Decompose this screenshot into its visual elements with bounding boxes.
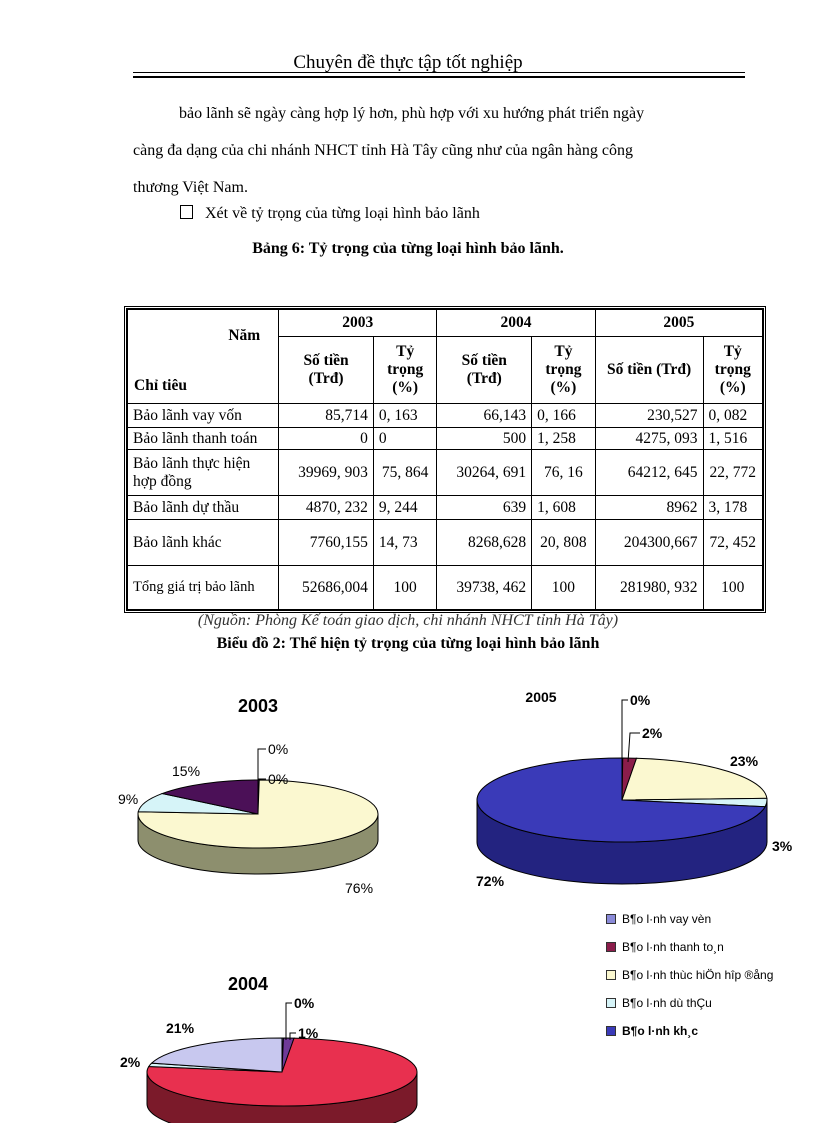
corner-header-cell	[128, 310, 279, 404]
label-2005-thanh-toan: 2%	[642, 725, 663, 741]
pie-title-2004: 2004	[227, 974, 269, 994]
table-cell: 39738, 462	[437, 566, 532, 610]
legend-item	[606, 961, 773, 989]
col-header-so-tien: Số tiền (Trđ)	[437, 337, 532, 404]
pie-title-2005: 2005	[525, 689, 557, 705]
header-rule-thick	[133, 76, 745, 78]
page-header: Chuyên đề thực tập tốt nghiệp	[293, 52, 523, 73]
leader-line	[286, 1003, 292, 1040]
table-cell: 64212, 645	[595, 450, 703, 496]
table-cell: 30264, 691	[437, 450, 532, 496]
row-label: Bảo lãnh khác	[128, 520, 279, 566]
data-table	[124, 306, 766, 613]
legend-label: B¶o l·nh vay vèn	[622, 912, 712, 926]
legend-label: B¶o l·nh thùc hiÖn hîp ®ång	[622, 968, 774, 982]
table-cell: 281980, 932	[595, 566, 703, 610]
label-2003-khac: 15%	[172, 763, 201, 779]
label-2003-thanh-toan: 0%	[268, 771, 289, 787]
para-line-2: càng đa dạng của chi nhánh NHCT tỉnh Hà Tây cũng như của ngân hàng công	[133, 142, 633, 159]
table-cell: 500	[437, 428, 532, 450]
table-cell: 22, 772	[703, 450, 763, 496]
table-cell: 0, 082	[703, 404, 763, 428]
legend-swatch	[606, 998, 616, 1008]
table-cell: 14, 73	[373, 520, 437, 566]
header-nam: Năm	[228, 327, 261, 344]
label-2005-vay-von: 0%	[630, 692, 651, 708]
table-cell: 204300,667	[595, 520, 703, 566]
table-row	[128, 404, 763, 428]
table-cell: 20, 808	[532, 520, 596, 566]
leader-line	[622, 700, 628, 760]
body-paragraph	[133, 95, 733, 206]
pie-charts	[0, 660, 816, 1123]
table-cell: 0, 166	[532, 404, 596, 428]
chart-legend	[606, 905, 773, 1045]
col-header-ty-trong: Tỷ trọng (%)	[703, 337, 763, 404]
year-header-2005: 2005	[595, 310, 762, 337]
table-row	[128, 566, 763, 610]
row-label: Bảo lãnh vay vốn	[128, 404, 279, 428]
legend-item	[606, 933, 773, 961]
row-label: Tổng giá trị bảo lãnh	[128, 566, 279, 610]
row-label: Bảo lãnh thực hiện hợp đồng	[128, 450, 279, 496]
table-cell: 1, 516	[703, 428, 763, 450]
table-cell: 4275, 093	[595, 428, 703, 450]
legend-item	[606, 905, 773, 933]
label-2003-vay-von: 0%	[268, 741, 289, 757]
table-row	[128, 520, 763, 566]
table-cell: 100	[703, 566, 763, 610]
header-rule-thin	[133, 72, 745, 73]
col-header-ty-trong: Tỷ trọng (%)	[373, 337, 437, 404]
header-chi-tieu: Chỉ tiêu	[134, 377, 187, 394]
table-cell: 4870, 232	[279, 496, 374, 520]
legend-item	[606, 989, 773, 1017]
chart-caption: Biểu đồ 2: Thể hiện tỷ trọng của từng loại hình bảo lãnh	[216, 635, 600, 652]
table-cell: 8962	[595, 496, 703, 520]
table-cell: 100	[373, 566, 437, 610]
table-cell: 100	[532, 566, 596, 610]
table-cell: 0	[373, 428, 437, 450]
table-cell: 3, 178	[703, 496, 763, 520]
table-cell: 0	[279, 428, 374, 450]
table-cell: 1, 608	[532, 496, 596, 520]
bullet-text: Xét về tỷ trọng của từng loại hình bảo lãnh	[205, 205, 480, 222]
pie-title-2003: 2003	[237, 696, 279, 716]
label-2004-du-thau: 2%	[120, 1054, 141, 1070]
para-line-1: bảo lãnh sẽ ngày càng hợp lý hơn, phù hợp với xu hướng phát triển ngày	[179, 105, 645, 122]
table-cell: 75, 864	[373, 450, 437, 496]
bullet-item	[180, 205, 480, 223]
label-2005-thuc-hien: 23%	[730, 753, 759, 769]
label-2004-thanh-toan: 1%	[298, 1025, 319, 1041]
col-header-ty-trong: Tỷ trọng (%)	[532, 337, 596, 404]
legend-swatch	[606, 942, 616, 952]
table-cell: 0, 163	[373, 404, 437, 428]
table-row	[128, 496, 763, 520]
row-label: Bảo lãnh thanh toán	[128, 428, 279, 450]
legend-swatch	[606, 914, 616, 924]
legend-label: B¶o l·nh thanh to¸n	[622, 940, 724, 954]
legend-item	[606, 1017, 773, 1045]
col-header-so-tien: Số tiền (Trđ)	[595, 337, 703, 404]
table-row	[128, 450, 763, 496]
table-cell: 39969, 903	[279, 450, 374, 496]
legend-swatch	[606, 1026, 616, 1036]
table-cell: 7760,155	[279, 520, 374, 566]
label-2003-thuc-hien: 76%	[345, 880, 374, 896]
label-2005-khac: 72%	[476, 873, 505, 889]
para-line-3: thương Việt Nam.	[133, 179, 248, 196]
table-cell: 76, 16	[532, 450, 596, 496]
label-2004-khac: 21%	[166, 1020, 195, 1036]
row-label: Bảo lãnh dự thầu	[128, 496, 279, 520]
checkbox-bullet-icon	[180, 205, 193, 219]
table-cell: 9, 244	[373, 496, 437, 520]
leader-line	[258, 749, 266, 780]
table-cell: 8268,628	[437, 520, 532, 566]
source-note: (Nguồn: Phòng Kế toán giao dịch, chi nhánh NHCT tỉnh Hà Tây)	[197, 612, 619, 629]
table-cell: 85,714	[279, 404, 374, 428]
table-row	[128, 428, 763, 450]
table-cell: 72, 452	[703, 520, 763, 566]
table-cell: 230,527	[595, 404, 703, 428]
label-2003-du-thau: 9%	[118, 791, 139, 807]
table-cell: 66,143	[437, 404, 532, 428]
table-cell: 1, 258	[532, 428, 596, 450]
legend-swatch	[606, 970, 616, 980]
legend-label: B¶o l·nh dù thÇu	[622, 996, 712, 1010]
label-2004-vay-von: 0%	[294, 995, 315, 1011]
year-header-2003: 2003	[279, 310, 437, 337]
year-header-2004: 2004	[437, 310, 595, 337]
table-cell: 52686,004	[279, 566, 374, 610]
table-caption: Bảng 6: Tỷ trọng của từng loại hình bảo lãnh.	[252, 240, 564, 257]
legend-label: B¶o l·nh kh¸c	[622, 1024, 699, 1038]
label-2005-du-thau: 3%	[772, 838, 793, 854]
table-cell: 639	[437, 496, 532, 520]
col-header-so-tien: Số tiền (Trđ)	[279, 337, 374, 404]
